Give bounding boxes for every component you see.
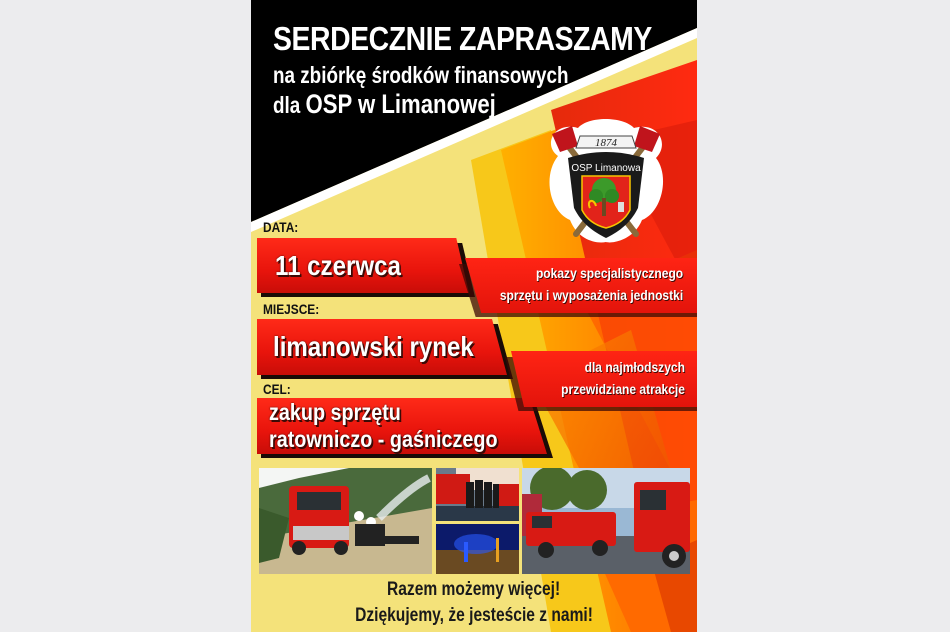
label-place: MIEJSCE: bbox=[263, 301, 320, 317]
logo-name: OSP Limanowa bbox=[571, 163, 641, 174]
goal-value: zakup sprzętu ratowniczo - gaśniczego bbox=[269, 399, 498, 452]
logo-year: 1874 bbox=[595, 137, 617, 149]
date-value: 11 czerwca bbox=[275, 250, 401, 281]
photo-firefighters-group bbox=[436, 468, 519, 521]
osp-logo bbox=[538, 116, 674, 244]
banner-date bbox=[257, 238, 469, 293]
attraction-demos: pokazy specjalistycznego sprzętu i wyposażenia jednostki bbox=[465, 258, 697, 313]
place-value: limanowski rynek bbox=[273, 331, 474, 362]
photo-firefighters-group-image bbox=[436, 468, 519, 521]
photo-night-rescue bbox=[436, 524, 519, 574]
photo-water-spray-image bbox=[259, 468, 432, 574]
banner-goal bbox=[257, 398, 547, 454]
footer-slogan: Razem możemy więcej! Dziękujemy, że jesteście z nami! bbox=[355, 579, 593, 626]
photo-fire-trucks-image bbox=[522, 468, 690, 574]
photo-water-spray bbox=[259, 468, 432, 574]
poster bbox=[251, 0, 697, 632]
label-date: DATA: bbox=[263, 219, 299, 235]
photo-night-rescue-image bbox=[436, 524, 519, 574]
photo-fire-trucks bbox=[522, 468, 690, 574]
subline-osp: dla OSP w Limanowej bbox=[273, 89, 496, 119]
attraction-kids: dla najmłodszych przewidziane atrakcje bbox=[511, 351, 697, 407]
subline-fundraiser: na zbiórkę środków finansowych bbox=[273, 62, 569, 88]
headline: SERDECZNIE ZAPRASZAMY bbox=[273, 20, 652, 57]
label-goal: CEL: bbox=[263, 381, 291, 397]
banner-place bbox=[257, 319, 507, 375]
fire-brigade-crest-icon bbox=[538, 116, 674, 244]
osp-name: OSP w Limanowej bbox=[305, 89, 496, 119]
